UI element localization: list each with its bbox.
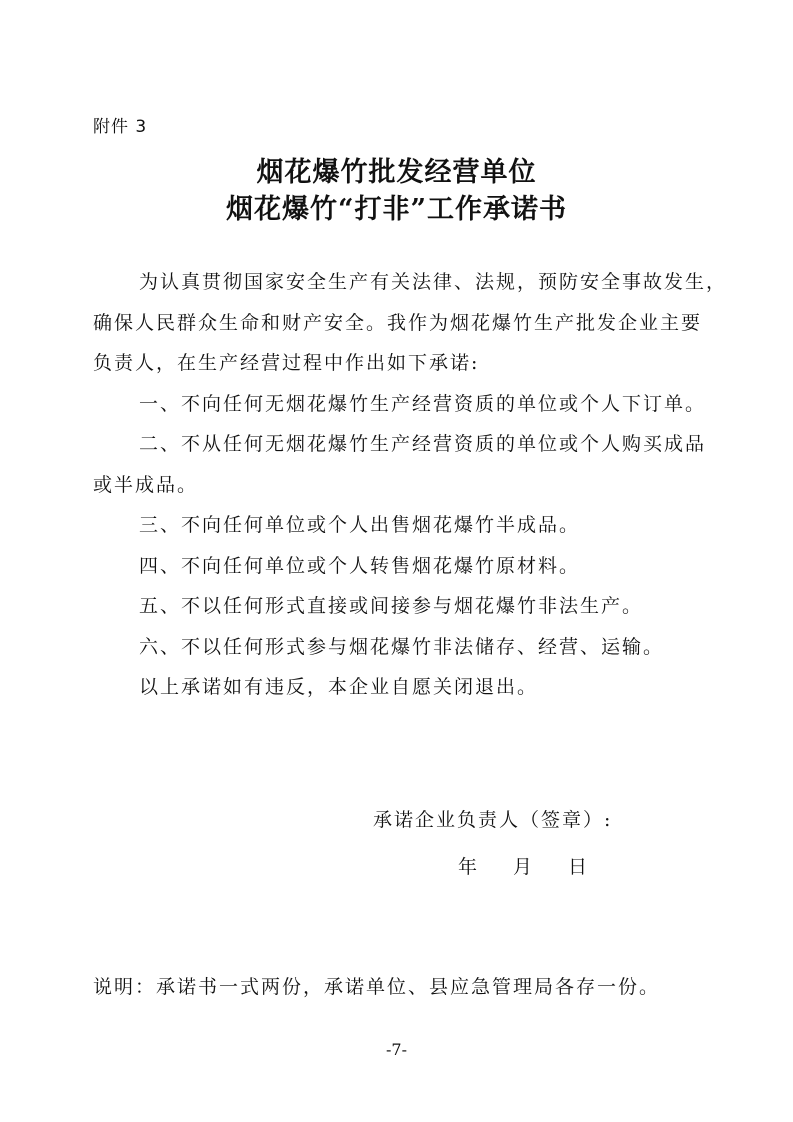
intro-line-2: 确保人民群众生命和财产安全。我作为烟花爆竹生产批发企业主要 [93, 311, 703, 334]
commitment-item-1: 一、不向任何无烟花爆竹生产经营资质的单位或个人下订单。 [139, 392, 707, 415]
explanatory-note: 说明：承诺书一式两份，承诺单位、县应急管理局各存一份。 [93, 976, 661, 998]
intro-line-1: 为认真贯彻国家安全生产有关法律、法规，预防安全事故发生， [139, 271, 728, 293]
commitment-item-2-line-1: 二、不从任何无烟花爆竹生产经营资质的单位或个人购买成品 [139, 433, 707, 455]
commitment-item-4: 四、不向任何单位或个人转售烟花爆竹原材料。 [139, 554, 581, 577]
date-year-label: 年 [458, 856, 478, 878]
date-day-label: 日 [568, 856, 588, 878]
commitment-item-3: 三、不向任何单位或个人出售烟花爆竹半成品。 [139, 514, 581, 536]
attachment-label: 附件 3 [93, 117, 148, 137]
commitment-item-2-line-2: 或半成品。 [93, 473, 199, 496]
date-month-label: 月 [513, 856, 533, 878]
commitment-item-5: 五、不以任何形式直接或间接参与烟花爆竹非法生产。 [139, 595, 644, 617]
document-title-line-2: 烟花爆竹“打非”工作承诺书 [225, 194, 568, 225]
commitment-body [93, 262, 728, 708]
signature-label: 承诺企业负责人（签章）: [373, 809, 613, 831]
document-title-line-1: 烟花爆竹批发经营单位 [256, 157, 537, 188]
closing-statement: 以上承诺如有违反，本企业自愿关闭退出。 [139, 676, 539, 698]
commitment-item-6: 六、不以任何形式参与烟花爆竹非法储存、经营、运输。 [139, 635, 665, 658]
page-number: -7- [386, 1040, 407, 1059]
intro-line-3: 负责人，在生产经营过程中作出如下承诺: [93, 352, 480, 374]
date-row [458, 852, 587, 879]
